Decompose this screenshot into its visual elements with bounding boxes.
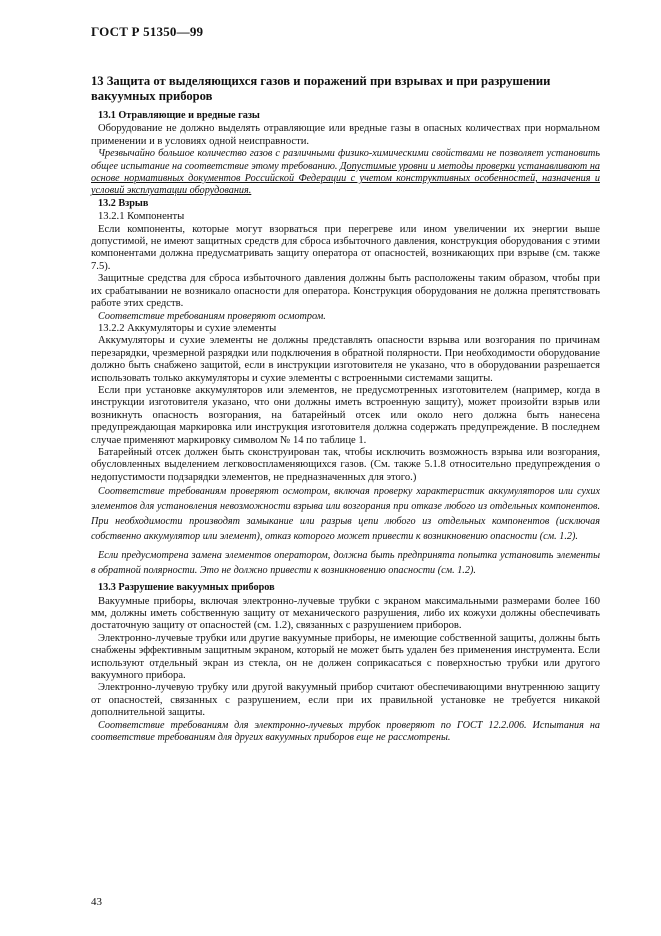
paragraph: Если компоненты, которые могут взорваться при перегреве или ином увеличении их энергии выше допустимой, не имеют защитных средств для сброса избыточного давления, конструкция оборудования с этими компонентами должна предусматривать защиту оператора от опасностей, возникающих при взрыве (см. также 7.5). xyxy=(91,223,600,272)
note-underlined-text: Допустимые уровни и методы проверки устанавливают на основе нормативных документов Российской Федерации с учетом конструктивных особенностей, назначения и условий эксплуатации оборудования. xyxy=(91,160,600,197)
paragraph: Электронно-лучевую трубку или другой вакуумный прибор считают обеспечивающими внутреннюю защиту от опасностей, связанных с разрушением, если при их правильной установке не требуется никакой дополнительной защиты. xyxy=(91,682,600,719)
document-header: ГОСТ Р 51350—99 xyxy=(91,24,204,39)
page-content xyxy=(91,74,600,744)
paragraph: Батарейный отсек должен быть сконструирован так, чтобы исключить возможность взрыва или возгорания, обусловленных выделением легковоспламеняющихся газов. (См. также 5.1.8 относительно предупреждения о недопустимости подзарядки элементов, не предназначенных для этого.) xyxy=(91,446,600,483)
note-text: Чрезвычайно большое количество газов с различными физико-химическими свойствами не позволяет установить общее испытание на соответствие этому требованию. xyxy=(91,148,600,172)
paragraph: Если при установке аккумуляторов или элементов, не предусмотренных изготовителем (например, когда в инструкции изготовителя указано, что они должны иметь встроенную защиту), может произойти взрыв или возникнуть опасность возгорания, на батарейный отсек или около него должна быть нанесена предупреждающая маркировка или инструкция изготовителя должна содержать предупреждение. В последнем случае применяют маркировку символом № 14 по таблице 1. xyxy=(91,384,600,446)
page-number: 43 xyxy=(91,896,102,908)
section-title: 13 Защита от выделяющихся газов и поражений при взрывах и при разрушении вакуумных приборов xyxy=(91,74,551,103)
paragraph: Защитные средства для сброса избыточного давления должны быть расположены таким образом, чтобы при их срабатывании не возникало опасности для оператора. Конструкция оборудования не должна препятствовать работе этих средств. xyxy=(91,273,600,310)
clause-title-13-2-1: 13.2.1 Компоненты xyxy=(98,211,185,223)
compliance-note: Соответствие требованиям проверяют осмотром, включая проверку характеристик аккумуляторов или сухих элементов для установления невозможности взрыва или возгорания при отказе любого из отдельных компонентов. При необходимости производят замыкание или разрыв цепи любого из отдельных компонентов (исключая собственно аккумулятор или элемент), отказ которого может привести к возникновению опасности (см. 1.2). xyxy=(91,486,600,543)
note-paragraph xyxy=(91,148,600,198)
compliance-note: Соответствие требованиям проверяют осмотром. xyxy=(98,310,326,322)
compliance-note: Соответствие требованиям для электронно-лучевых трубок проверяют по ГОСТ 12.2.006. Испытания на соответствие требованиям для других вакуумных приборов еще не рассмотрены. xyxy=(91,719,600,744)
subsection-title-13-3: 13.3 Разрушение вакуумных приборов xyxy=(98,582,275,594)
subsection-title-13-1: 13.1 Отравляющие и вредные газы xyxy=(98,110,260,121)
paragraph: Аккумуляторы и сухие элементы не должны представлять опасности взрыва или возгорания по причинам перезарядки, чрезмерной разрядки или подключения в обратной полярности. При необходимости оборудование должно быть снабжено защитой, если в инструкции изготовителя не указано, что в оборудовании разрешается использовать только аккумуляторы и сухие элементы с встроенными системами защиты. xyxy=(91,335,600,384)
paragraph: Электронно-лучевые трубки или другие вакуумные приборы, не имеющие собственной защиты, должны быть снабжены эффективным защитным экраном, который не может быть удален без применения инструмента. Если используют отдельный экран из стекла, он не должен соприкасаться с поверхностью трубки или другого вакуумного прибора. xyxy=(91,632,600,682)
paragraph: Оборудование не должно выделять отравляющие или вредные газы в опасных количествах при нормальном применении и в условиях одной неисправности. xyxy=(91,123,600,147)
clause-title-13-2-2: 13.2.2 Аккумуляторы и сухие элементы xyxy=(98,322,277,334)
subsection-title-13-2: 13.2 Взрыв xyxy=(98,197,149,209)
paragraph: Вакуумные приборы, включая электронно-лучевые трубки с экраном максимальными размерами более 160 мм, должны иметь собственную защиту от механического разрушения, либо их кожухи должны обеспечивать достаточную защиту от опасностей (см. 1.2), связанных с разрушением приборов. xyxy=(91,595,600,632)
compliance-note: Если предусмотрена замена элементов оператором, должна быть предпринята попытка установить элементы в обратной полярности. Это не должно привести к возникновению опасности (см. 1.2). xyxy=(91,550,600,577)
